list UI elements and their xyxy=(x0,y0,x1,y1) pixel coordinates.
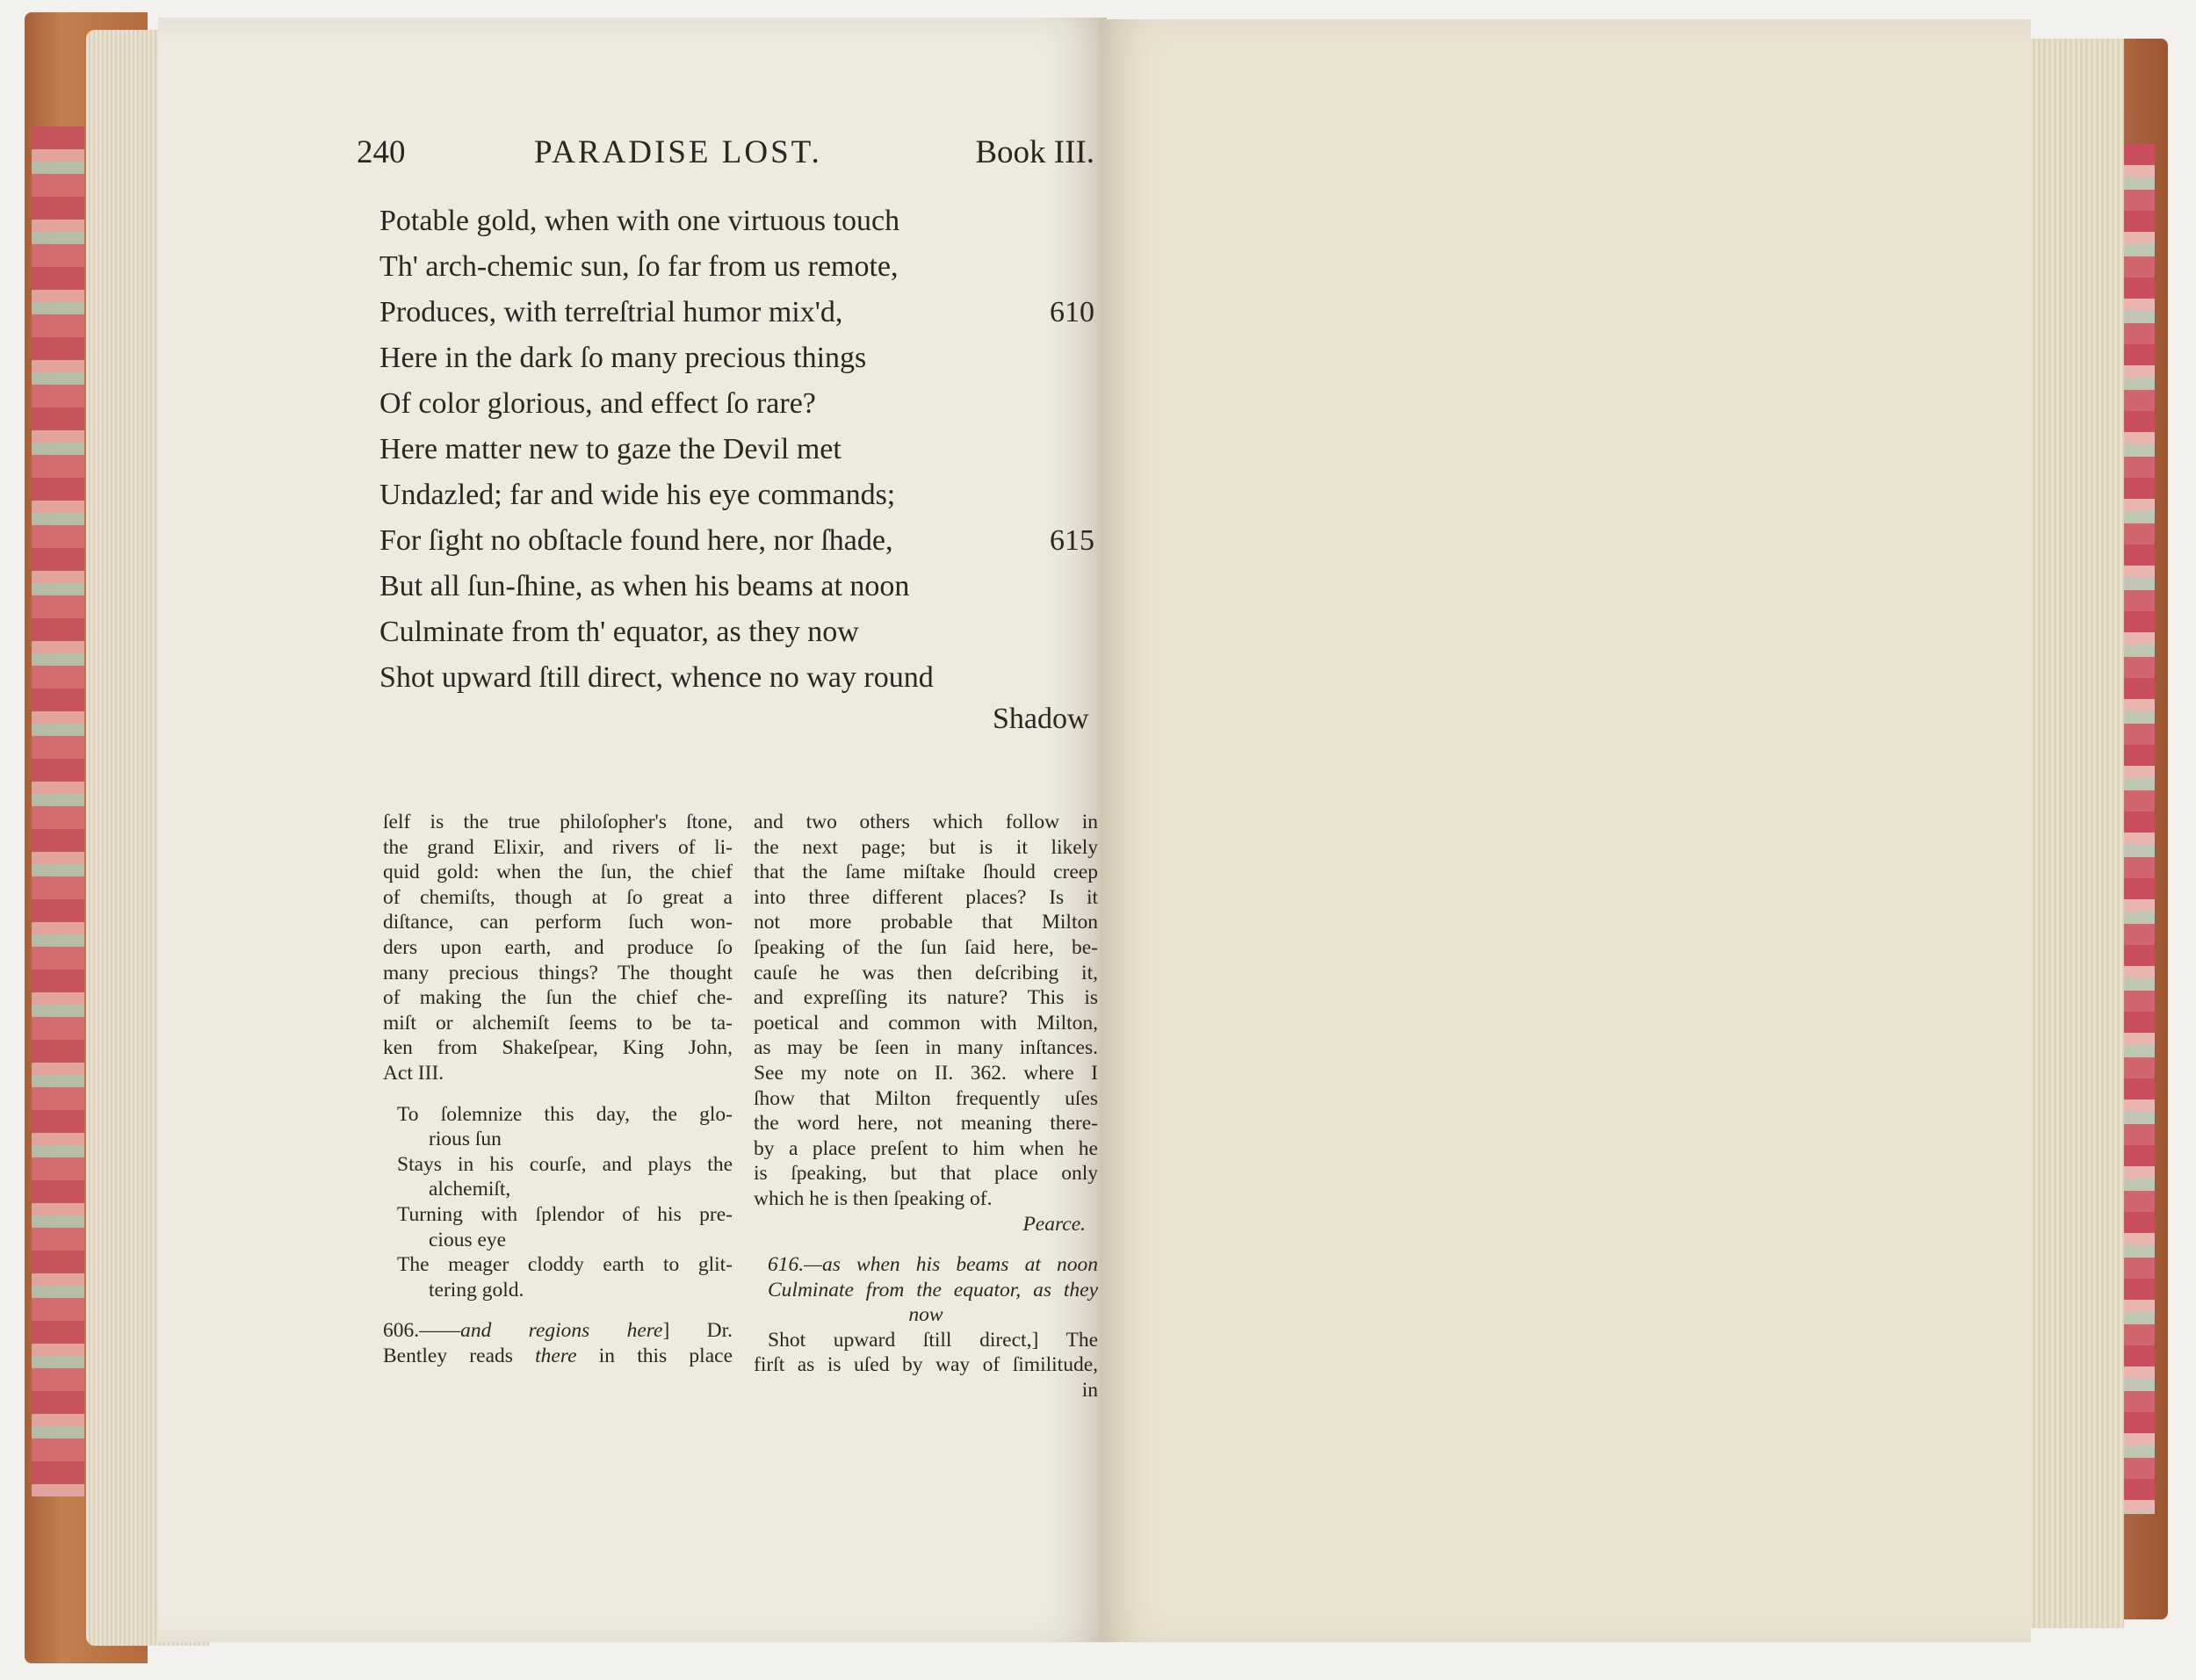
note-616-line: Shot upward ſtill direct,] The xyxy=(768,1328,1098,1352)
right-page-edges xyxy=(2027,39,2124,1628)
note-line: the word here, not meaning there- xyxy=(754,1112,1098,1136)
note-line: ſhow that Milton frequently uſes xyxy=(754,1086,1098,1110)
quote-line: cious eye xyxy=(429,1228,507,1251)
note-line: and expreſſing its nature? This is xyxy=(754,986,1098,1010)
quote-line: alchemiſt, xyxy=(429,1178,511,1201)
note-line: that the ſame miſtake ſhould creep xyxy=(754,861,1098,884)
poem-line: Produces, with terreſtrial humor mix'd, 610 xyxy=(379,290,1100,335)
poem-line: Th' arch-chemic sun, ſo far from us remote, xyxy=(379,250,899,283)
line-number: 615 xyxy=(1050,524,1094,557)
note-616-line: now xyxy=(908,1303,943,1327)
left-marbled-edge xyxy=(32,126,84,1496)
note-line: miſt or alchemiſt ſeems to be ta- xyxy=(383,1011,733,1035)
poem-line: Undazled; far and wide his eye commands; xyxy=(379,479,896,511)
page-number: 240 xyxy=(357,134,406,170)
quote-line: rious ſun xyxy=(429,1128,502,1151)
note-line: of chemiſts, though at ſo great a xyxy=(383,885,733,909)
note-line: ſpeaking of the ſun ſaid here, be- xyxy=(754,935,1098,959)
footnotes-right-column xyxy=(754,810,1098,1403)
note-line: the grand Elixir, and rivers of li- xyxy=(383,835,733,859)
note-line: by a place preſent to him when he xyxy=(754,1136,1098,1160)
poem-line: Shot upward ſtill direct, whence no way round xyxy=(379,661,934,694)
quote-line: The meager cloddy earth to glit- xyxy=(397,1253,733,1277)
poem-line: Culminate from th' equator, as they now xyxy=(379,616,859,648)
book-label: Book III. xyxy=(975,134,1094,170)
poem-text xyxy=(379,198,1100,701)
quote-line: tering gold. xyxy=(429,1278,524,1301)
poem-line: Here in the dark ſo many precious things xyxy=(379,342,867,374)
note-line: diſtance, can perform ſuch won- xyxy=(383,911,733,934)
note-line: and two others which follow in xyxy=(754,811,1098,833)
note-line: as may be ſeen in many inſtances. xyxy=(754,1036,1098,1060)
page-title: PARADISE LOST. xyxy=(534,134,822,170)
running-head xyxy=(357,133,1094,177)
show-through-text xyxy=(1142,105,1976,1423)
poem-line: But all ſun-ſhine, as when his beams at noon xyxy=(379,570,910,602)
poem-line: For ſight no obſtacle found here, nor ſhade, 615 xyxy=(379,518,1100,564)
line-number: 610 xyxy=(1050,296,1094,328)
note-606-line: Bentley reads there in this place xyxy=(383,1344,733,1367)
note-616-line: firſt as is uſed by way of ſimilitude, xyxy=(754,1353,1098,1377)
note-line: many precious things? The thought xyxy=(383,961,733,984)
note-616-line: 616.—as when his beams at noon xyxy=(768,1253,1098,1277)
note-line: quid gold: when the ſun, the chief xyxy=(383,861,733,884)
poem-line: Here matter new to gaze the Devil met xyxy=(379,433,842,465)
note-line: is ſpeaking, but that place only xyxy=(754,1162,1098,1186)
note-line: which he is then ſpeaking of. xyxy=(754,1186,993,1210)
quote-line: Stays in his courſe, and plays the xyxy=(397,1152,733,1176)
note-signature: Pearce. xyxy=(1022,1212,1086,1236)
poem-line: Potable gold, when with one virtuous touch xyxy=(379,205,900,237)
note-line: poetical and common with Milton, xyxy=(754,1011,1098,1035)
note-line: into three different places? Is it xyxy=(754,885,1098,909)
note-line: ſelf is the true philoſopher's ſtone, xyxy=(383,811,733,833)
note-line: of making the ſun the chief che- xyxy=(383,986,733,1010)
poem-line: Of color glorious, and effect ſo rare? xyxy=(379,387,816,420)
quote-line: To ſolemnize this day, the glo- xyxy=(397,1102,733,1126)
note-616-line: in xyxy=(1081,1379,1098,1402)
note-line: cauſe he was then deſcribing it, xyxy=(754,961,1098,984)
note-line: Act III. xyxy=(383,1061,444,1085)
note-line: See my note on II. 362. where I xyxy=(754,1061,1098,1085)
quote-line: Turning with ſplendor of his pre- xyxy=(397,1202,733,1226)
catchword: Shadow xyxy=(993,703,1089,735)
footnotes-left-column xyxy=(383,810,733,1368)
note-line: ken from Shakeſpear, King John, xyxy=(383,1036,733,1060)
note-line: not more probable that Milton xyxy=(754,911,1098,934)
note-line: the next page; but is it likely xyxy=(754,835,1098,859)
note-616-line: Culminate from the equator, as they xyxy=(768,1278,1098,1301)
note-line: ders upon earth, and produce ſo xyxy=(383,935,733,959)
note-606-line: 606.——and regions here] Dr. xyxy=(383,1319,733,1343)
right-marbled-edge xyxy=(2120,144,2155,1514)
